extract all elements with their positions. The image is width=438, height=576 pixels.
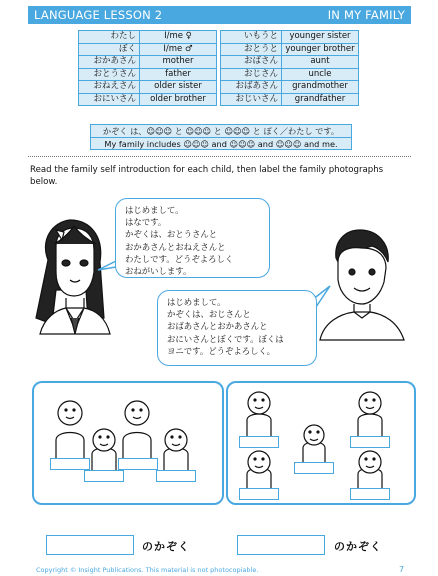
bubble-line: かぞくは、おじさんと [167,309,251,320]
bubble-line: おかあさんとおねえさんと [125,241,226,252]
bubble-line: はじめまして。 [167,297,226,307]
label-box[interactable] [350,488,390,500]
label-box[interactable] [294,462,334,474]
figure-b2 [247,451,271,488]
vocab-en: uncle [282,68,359,81]
figure-b1 [247,392,271,436]
label-box[interactable] [350,436,390,448]
lesson-title: LANGUAGE LESSON 2 [34,8,163,22]
vocab-en: I/me ♂ [140,43,217,56]
bubble-line: おにいさんとぼくです。ぼくは [167,333,284,344]
label-box[interactable] [118,458,158,470]
vocab-en: older sister [140,81,217,94]
page-number: 7 [399,565,405,574]
kazoku-label-b: のかぞく [334,540,382,553]
bubble-line: ヨニです。どうぞよろしく。 [167,345,276,356]
figure-a4 [164,429,188,470]
label-box[interactable] [239,436,279,448]
vocab-en: I/me ♀ [140,31,217,44]
vocab-jp: おとうさん [79,68,140,81]
vocab-en: father [140,68,217,81]
section-title: IN MY FAMILY [327,8,405,22]
bubble-line: はなです。 [125,217,167,228]
family-name-input-b[interactable] [237,535,325,555]
kazoku-label-a: のかぞく [142,540,190,553]
vocab-en: younger sister [282,31,359,44]
instructions: Read the family self introduction for each child, then label the family photographs below. [30,165,384,187]
label-box[interactable] [156,470,196,482]
vocab-en: mother [140,56,217,69]
vocab-jp: おばあさん [221,81,282,94]
label-box[interactable] [84,470,124,482]
bubble-line: かぞくは、おとうさんと [125,229,218,240]
vocab-en: older brother [140,93,217,106]
vocab-en: grandfather [282,93,359,106]
figure-a1 [56,401,84,458]
vocab-jp: おじさん [221,68,282,81]
vocab-jp: おねえさん [79,81,140,94]
figure-b4 [358,392,382,436]
bubble-line: おねがいします。 [125,266,192,277]
figure-b5 [358,451,382,488]
figure-b3 [303,425,325,462]
bubble-line: はじめまして。 [125,205,184,215]
vocab-jp: おとうと [221,43,282,56]
bubble-line: おばあさんとおかあさんと [167,321,268,332]
copyright-footer: Copyright © Insight Publications. This material is not photocopiable. [36,566,259,574]
figure-a2 [92,429,116,470]
vocab-jp: おにいさん [79,93,140,106]
vocab-jp: ぼく [79,43,140,56]
vocab-jp: いもうと [221,31,282,44]
vocab-en: younger brother [282,43,359,56]
vocab-jp: わたし [79,31,140,44]
bubble-line: わたしです。どうぞよろしく [125,253,234,264]
family-name-input-a[interactable] [46,535,134,555]
vocab-jp: おかあさん [79,56,140,69]
vocab-en: grandmother [282,81,359,94]
pattern-english: My family includes ☺☺☺ and ☺☺☺ and ☺☺☺ and me. [91,137,351,150]
vocab-en: aunt [282,56,359,69]
pattern-japanese: かぞく は、☺☺☺ と ☺☺☺ と ☺☺☺ と ぼく／わたし です。 [102,126,340,136]
label-box[interactable] [239,488,279,500]
figure-a3 [123,401,151,458]
vocab-jp: おじいさん [221,93,282,106]
label-box[interactable] [50,458,90,470]
vocab-jp: おばさん [221,56,282,69]
